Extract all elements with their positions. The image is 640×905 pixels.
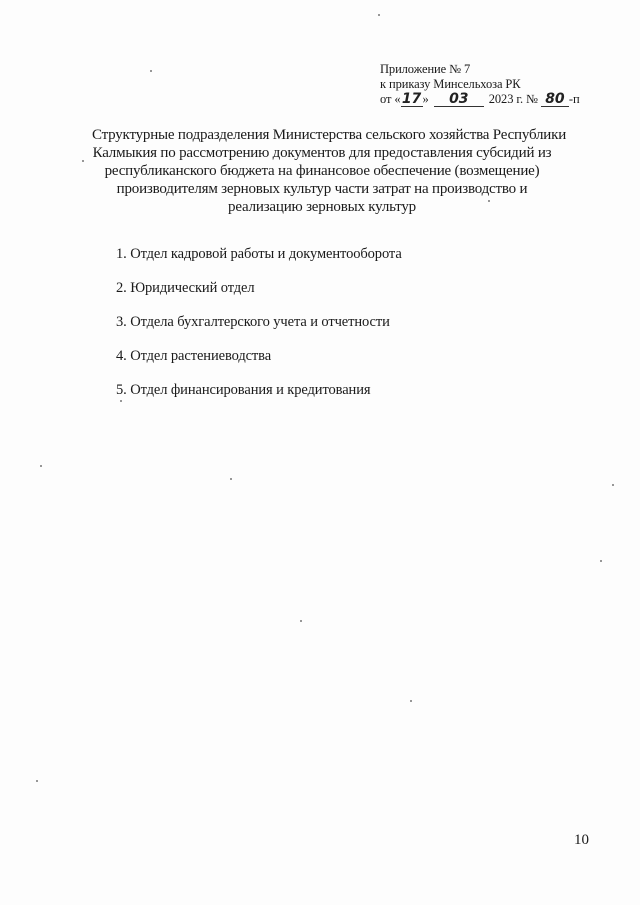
appendix-order-ref: к приказу Минсельхоза РК (380, 77, 521, 91)
scan-speck (600, 560, 602, 562)
appendix-date-line (380, 92, 580, 107)
handwritten-month: 03 (434, 93, 484, 107)
scan-speck (410, 700, 412, 702)
list-item: 3. Отдела бухгалтерского учета и отчетности (116, 314, 390, 330)
list-item: 4. Отдел растениеводства (116, 348, 272, 364)
year-text: 2023 г. № (488, 92, 538, 106)
scan-speck (36, 780, 38, 782)
appendix-number: Приложение № 7 (380, 62, 471, 76)
title-line: Калмыкия по рассмотрению документов для предоставления субсидий из (92, 145, 552, 161)
page-number: 10 (574, 832, 589, 848)
date-prefix: от « (380, 92, 401, 106)
scan-speck (230, 478, 232, 480)
scan-speck (82, 160, 84, 162)
appendix-header (380, 62, 580, 107)
title-line: производителям зерновых культур части затрат на производство и (116, 181, 528, 197)
scan-speck (488, 200, 490, 202)
handwritten-day: 17 (401, 91, 422, 107)
scan-speck (300, 620, 302, 622)
scan-speck (40, 465, 42, 467)
title-line: реализацию зерновых культур (228, 199, 416, 215)
title-line: Структурные подразделения Министерства сельского хозяйства Республики (92, 127, 567, 143)
handwritten-order-number: 80 (541, 93, 569, 107)
list-item: 2. Юридический отдел (116, 280, 255, 296)
scan-speck (150, 70, 152, 72)
list-item: 1. Отдел кадровой работы и документооборота (116, 246, 402, 262)
scan-speck (378, 14, 380, 16)
departments-list (116, 246, 402, 416)
title-line: республиканского бюджета на финансовое обеспечение (возмещение) (104, 163, 540, 179)
scan-speck (120, 400, 122, 402)
list-item: 5. Отдел финансирования и кредитования (116, 382, 371, 398)
document-title (92, 126, 567, 216)
scan-speck (612, 484, 614, 486)
order-suffix: -п (568, 92, 580, 106)
date-mid: » (422, 92, 429, 106)
